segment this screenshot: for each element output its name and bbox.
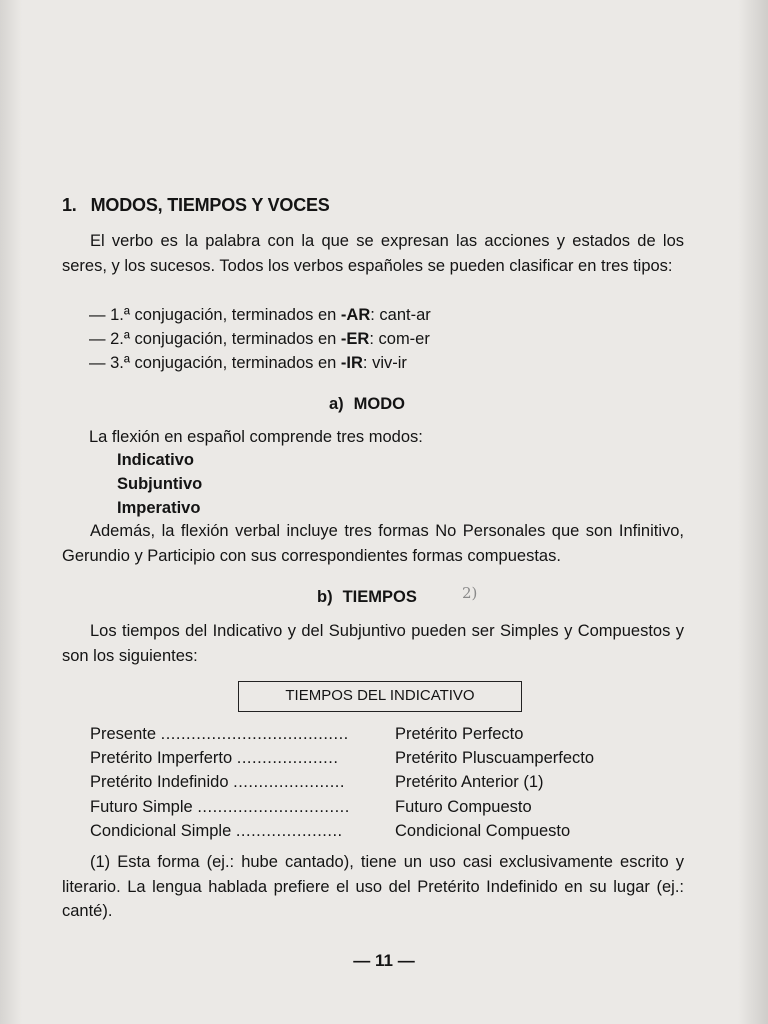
leader-dots: ..................................... xyxy=(160,725,349,743)
leader-dots: ...................... xyxy=(233,773,345,791)
simple-tense: Presente xyxy=(90,725,157,743)
tiempos-title: TIEMPOS xyxy=(342,588,417,606)
intro-paragraph xyxy=(62,229,684,278)
conjugation-ending: -IR xyxy=(340,354,363,372)
page-edge-shadow-right xyxy=(738,0,768,1024)
conjugation-ending: -ER xyxy=(340,330,370,348)
conjugation-example: : cant-ar xyxy=(370,306,431,324)
intro-text: El verbo es la palabra con la que se expresan las acciones y estados de los seres, y los sucesos. Todos los verbos españoles se pueden clasificar en tres tipos: xyxy=(62,232,684,275)
simple-tense: Condicional Simple xyxy=(90,822,232,840)
leader-dots: ..................... xyxy=(235,822,343,840)
conjugation-prefix: — 3.ª conjugación, terminados en xyxy=(89,354,341,372)
modo-additional-text: Además, la flexión verbal incluye tres formas No Personales que son Infinitivo, Gerundio y Participio con sus correspondientes formas compuestas. xyxy=(62,522,684,565)
table-row-compound: Condicional Compuesto xyxy=(395,822,571,840)
indicative-tenses-box-title: TIEMPOS DEL INDICATIVO xyxy=(238,681,522,712)
simple-tense: Pretérito Imperferto xyxy=(90,749,233,767)
table-row-simple xyxy=(90,819,343,843)
simple-tense: Pretérito Indefinido xyxy=(90,773,229,791)
mode-indicativo: Indicativo xyxy=(117,451,195,469)
modo-additional-paragraph xyxy=(62,519,684,568)
modo-lead: La flexión en español comprende tres modos: xyxy=(89,428,423,446)
conjugation-item-2 xyxy=(89,327,430,351)
conjugation-item-1 xyxy=(89,303,431,327)
tiempos-lead-text: Los tiempos del Indicativo y del Subjuntivo pueden ser Simples y Compuestos y son los siguientes: xyxy=(62,622,684,665)
section-number: 1. xyxy=(62,195,77,215)
table-row-simple xyxy=(90,770,345,794)
table-row-simple xyxy=(90,795,350,819)
tiempos-subheading xyxy=(317,588,417,607)
tiempos-letter: b) xyxy=(317,588,333,606)
table-row-compound: Pretérito Pluscuamperfecto xyxy=(395,749,595,767)
conjugation-prefix: — 1.ª conjugación, terminados en xyxy=(89,306,341,324)
conjugation-ending: -AR xyxy=(340,306,371,324)
tiempos-lead-paragraph xyxy=(62,619,684,668)
conjugation-prefix: — 2.ª conjugación, terminados en xyxy=(89,330,341,348)
table-row-simple xyxy=(90,746,338,770)
conjugation-example: : com-er xyxy=(369,330,430,348)
table-row-compound: Futuro Compuesto xyxy=(395,798,532,816)
modo-letter: a) xyxy=(329,395,344,413)
leader-dots: .............................. xyxy=(197,798,350,816)
mode-imperativo: Imperativo xyxy=(117,499,201,517)
table-row-compound: Pretérito Anterior (1) xyxy=(395,773,544,791)
table-row-simple xyxy=(90,722,349,746)
table-row-compound: Pretérito Perfecto xyxy=(395,725,524,743)
footnote-text: (1) Esta forma (ej.: hube cantado), tiene un uso casi exclusivamente escrito y literario. La lengua hablada prefiere el uso del Pretérito Indefinido en su lugar (ej.: canté). xyxy=(62,853,684,920)
footnote-paragraph xyxy=(62,850,684,924)
section-heading xyxy=(62,195,330,216)
modo-title: MODO xyxy=(353,395,406,413)
conjugation-item-3 xyxy=(89,351,407,375)
conjugation-example: : viv-ir xyxy=(362,354,407,372)
leader-dots: .................... xyxy=(236,749,339,767)
modo-subheading xyxy=(329,395,405,414)
page-edge-shadow-left xyxy=(0,0,22,1024)
section-title: MODOS, TIEMPOS Y VOCES xyxy=(90,195,330,215)
simple-tense: Futuro Simple xyxy=(90,798,193,816)
page-number: — 11 — xyxy=(353,951,415,970)
handwritten-margin-mark: 2) xyxy=(462,584,478,602)
mode-subjuntivo: Subjuntivo xyxy=(117,475,203,493)
